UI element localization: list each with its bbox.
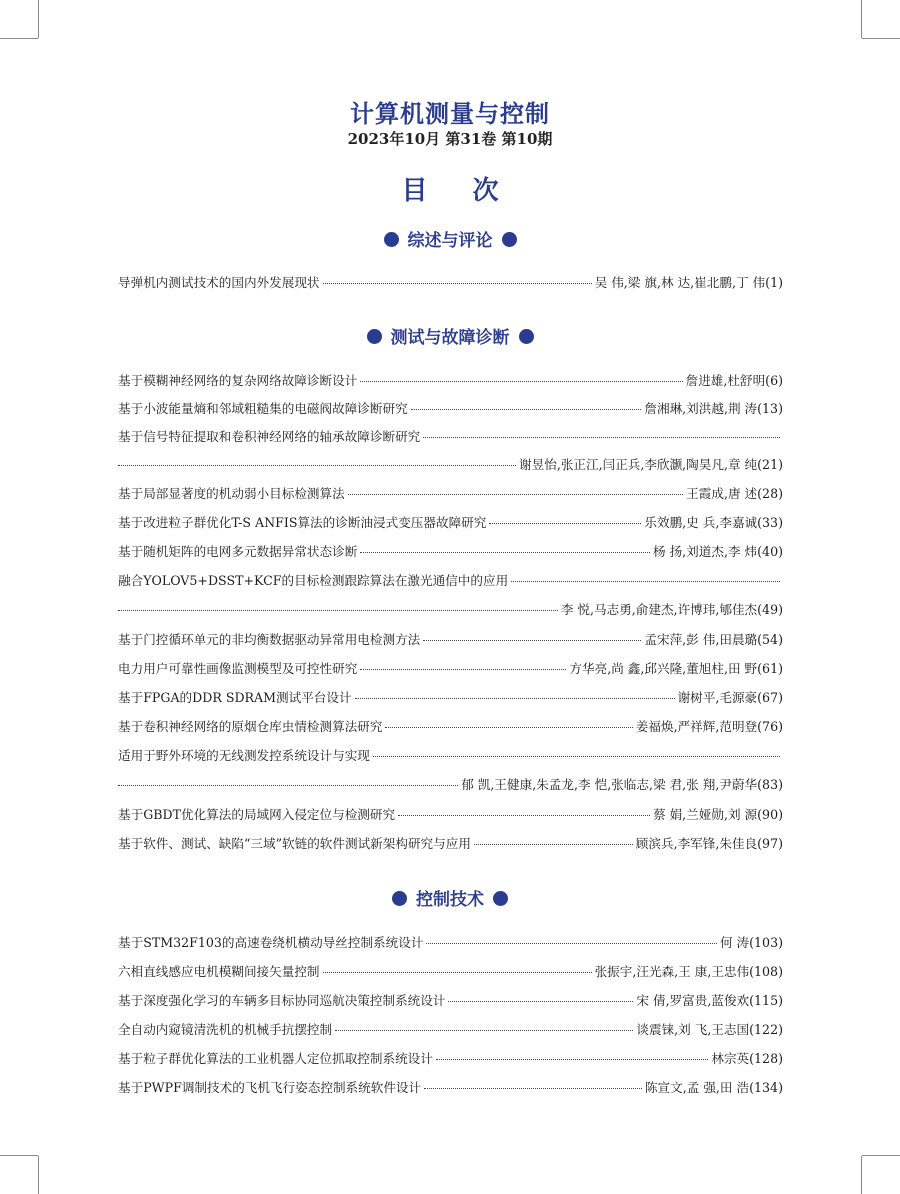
- bullet-dot-icon: [392, 891, 407, 906]
- toc-entry[interactable]: [118, 484, 783, 504]
- toc-entry[interactable]: [118, 273, 783, 293]
- bullet-dot-icon: [502, 232, 517, 247]
- entry-authors: 李 悦,马志勇,俞建杰,许博玮,郇佳杰(49): [560, 602, 783, 617]
- dot-leader: [385, 726, 632, 728]
- entry-authors: 谢树平,毛源豪(67): [677, 690, 783, 705]
- dot-leader: [348, 493, 683, 495]
- toc-entry[interactable]: [118, 1020, 783, 1040]
- toc-entry[interactable]: [118, 933, 783, 953]
- dot-leader: [426, 942, 717, 944]
- dot-leader: [423, 639, 641, 641]
- entry-title: 基于FPGA的DDR SDRAM测试平台设计: [118, 690, 352, 705]
- dot-leader: [474, 843, 633, 845]
- dot-leader: [323, 282, 592, 284]
- entry-title: 基于信号特征提取和卷积神经网络的轴承故障诊断研究: [118, 429, 421, 444]
- entry-authors: 陈宣文,孟 强,田 浩(134): [644, 1080, 783, 1095]
- entry-title: 导弹机内测试技术的国内外发展现状: [118, 275, 320, 290]
- entry-title: 基于软件、测试、缺陷“三域”软链的软件测试新架构研究与应用: [118, 836, 471, 851]
- toc-entry[interactable]: [118, 962, 783, 982]
- entry-title: 基于随机矩阵的电网多元数据异常状态诊断: [118, 544, 358, 559]
- entry-title: 电力用户可靠性画像监测模型及可控性研究: [118, 661, 358, 676]
- toc-entry[interactable]: [118, 1049, 783, 1069]
- bullet-dot-icon: [493, 891, 508, 906]
- entry-title: 基于粒子群优化算法的工业机器人定位抓取控制系统设计: [118, 1051, 433, 1066]
- toc-entry[interactable]: [118, 1078, 783, 1098]
- toc-entry[interactable]: [118, 746, 783, 766]
- dot-leader: [323, 971, 592, 973]
- entry-title: 基于GBDT优化算法的局域网入侵定位与检测研究: [118, 807, 396, 822]
- entry-title: 融合YOLOV5+DSST+KCF的目标检测跟踪算法在激光通信中的应用: [118, 573, 509, 588]
- entry-authors: 林宗英(128): [711, 1051, 783, 1066]
- dot-leader: [335, 1029, 633, 1031]
- dot-leader: [118, 784, 458, 786]
- dot-leader: [411, 408, 642, 410]
- entry-title: 基于STM32F103的高速卷绕机横动导丝控制系统设计: [118, 935, 424, 950]
- journal-title: 计算机测量与控制: [350, 100, 550, 128]
- entry-title: 基于PWPF调制技术的飞机飞行姿态控制系统软件设计: [118, 1080, 422, 1095]
- toc-entry[interactable]: [118, 630, 783, 650]
- toc-entry[interactable]: [118, 513, 783, 533]
- toc-entry[interactable]: [118, 717, 783, 737]
- entry-title: 适用于野外环境的无线测发控系统设计与实现: [118, 748, 370, 763]
- dot-leader: [360, 551, 650, 553]
- toc-entry[interactable]: [118, 991, 783, 1011]
- toc-entry[interactable]: [118, 427, 783, 447]
- bullet-dot-icon: [384, 232, 399, 247]
- entry-authors: 顾滨兵,李军锋,朱佳良(97): [635, 836, 783, 851]
- entry-authors: 张振宇,汪光森,王 康,王忠伟(108): [594, 964, 783, 979]
- section-title: 综述与评论: [407, 231, 493, 251]
- dot-leader: [118, 609, 558, 611]
- entry-authors: 王霞成,唐 述(28): [686, 486, 783, 501]
- toc-entry[interactable]: [118, 688, 783, 708]
- dot-leader: [360, 668, 566, 670]
- entry-authors: 方华亮,尚 鑫,邱兴隆,董旭柱,田 野(61): [569, 661, 783, 676]
- toc-entry[interactable]: [118, 371, 783, 391]
- dot-leader: [373, 755, 780, 757]
- entry-authors: 詹湘琳,刘洪越,荆 涛(13): [644, 401, 783, 416]
- dot-leader: [398, 814, 650, 816]
- dot-leader: [118, 464, 516, 466]
- entry-authors: 蔡 娟,兰娅勋,刘 源(90): [652, 807, 783, 822]
- entry-authors: 吴 伟,梁 旗,林 达,崔北鹏,丁 伟(1): [594, 275, 783, 290]
- entry-title: 基于模糊神经网络的复杂网络故障诊断设计: [118, 373, 358, 388]
- entry-authors: 谈震铼,刘 飞,王志国(122): [636, 1022, 783, 1037]
- toc-entry-continuation[interactable]: [118, 600, 783, 620]
- toc-entry[interactable]: [118, 399, 783, 419]
- issue-line: 2023年10月 第31卷 第10期: [347, 130, 553, 148]
- entry-title: 基于门控循环单元的非均衡数据驱动异常用电检测方法: [118, 632, 421, 647]
- dot-leader: [436, 1058, 709, 1060]
- entry-title: 基于小波能量熵和邻域粗糙集的电磁阀故障诊断研究: [118, 401, 408, 416]
- entry-authors: 乐效鹏,史 兵,李嘉诚(33): [644, 515, 783, 530]
- section-header-review: [0, 226, 900, 251]
- entry-authors: 郁 凯,王健康,朱孟龙,李 恺,张临志,梁 君,张 翔,尹蔚华(83): [461, 777, 783, 792]
- dot-leader: [424, 1087, 642, 1089]
- entry-authors: 姜福焕,严祥辉,范明登(76): [635, 719, 783, 734]
- entry-title: 基于卷积神经网络的原烟仓库虫情检测算法研究: [118, 719, 383, 734]
- dot-leader: [511, 580, 780, 582]
- dot-leader: [423, 436, 780, 438]
- entry-title: 六相直线感应电机模糊间接矢量控制: [118, 964, 320, 979]
- entry-title: 基于局部显著度的机动弱小目标检测算法: [118, 486, 345, 501]
- toc-entry[interactable]: [118, 542, 783, 562]
- entry-authors: 谢昱怡,张正江,闫正兵,李欣灏,陶昊凡,章 纯(21): [519, 457, 783, 472]
- entry-authors: 宋 倩,罗富贵,蓝俊欢(115): [636, 993, 783, 1008]
- dot-leader: [489, 522, 641, 524]
- entry-title: 基于深度强化学习的车辆多目标协同巡航决策控制系统设计: [118, 993, 446, 1008]
- toc-entry[interactable]: [118, 571, 783, 591]
- dot-leader: [448, 1000, 633, 1002]
- toc-entry[interactable]: [118, 834, 783, 854]
- dot-leader: [360, 380, 682, 382]
- entry-title: 全自动内窥镜清洗机的机械手抗摆控制: [118, 1022, 333, 1037]
- toc-entry[interactable]: [118, 805, 783, 825]
- toc-heading: 目 次: [401, 176, 517, 206]
- entry-authors: 孟宋萍,彭 伟,田晨璐(54): [644, 632, 783, 647]
- entry-authors: 何 涛(103): [719, 935, 783, 950]
- toc-entry[interactable]: [118, 659, 783, 679]
- toc-entry-continuation[interactable]: [118, 775, 783, 795]
- section-header-control: [0, 885, 900, 910]
- bullet-dot-icon: [367, 329, 382, 344]
- entry-authors: 詹进雄,杜舒明(6): [685, 373, 783, 388]
- entry-authors: 杨 扬,刘道杰,李 炜(40): [652, 544, 783, 559]
- entry-title: 基于改进粒子群优化T-S ANFIS算法的诊断油浸式变压器故障研究: [118, 515, 487, 530]
- toc-entry-continuation[interactable]: [118, 455, 783, 475]
- dot-leader: [355, 697, 675, 699]
- section-header-testing: [0, 323, 900, 348]
- section-title: 控制技术: [416, 890, 484, 910]
- bullet-dot-icon: [519, 329, 534, 344]
- section-title: 测试与故障诊断: [390, 328, 510, 348]
